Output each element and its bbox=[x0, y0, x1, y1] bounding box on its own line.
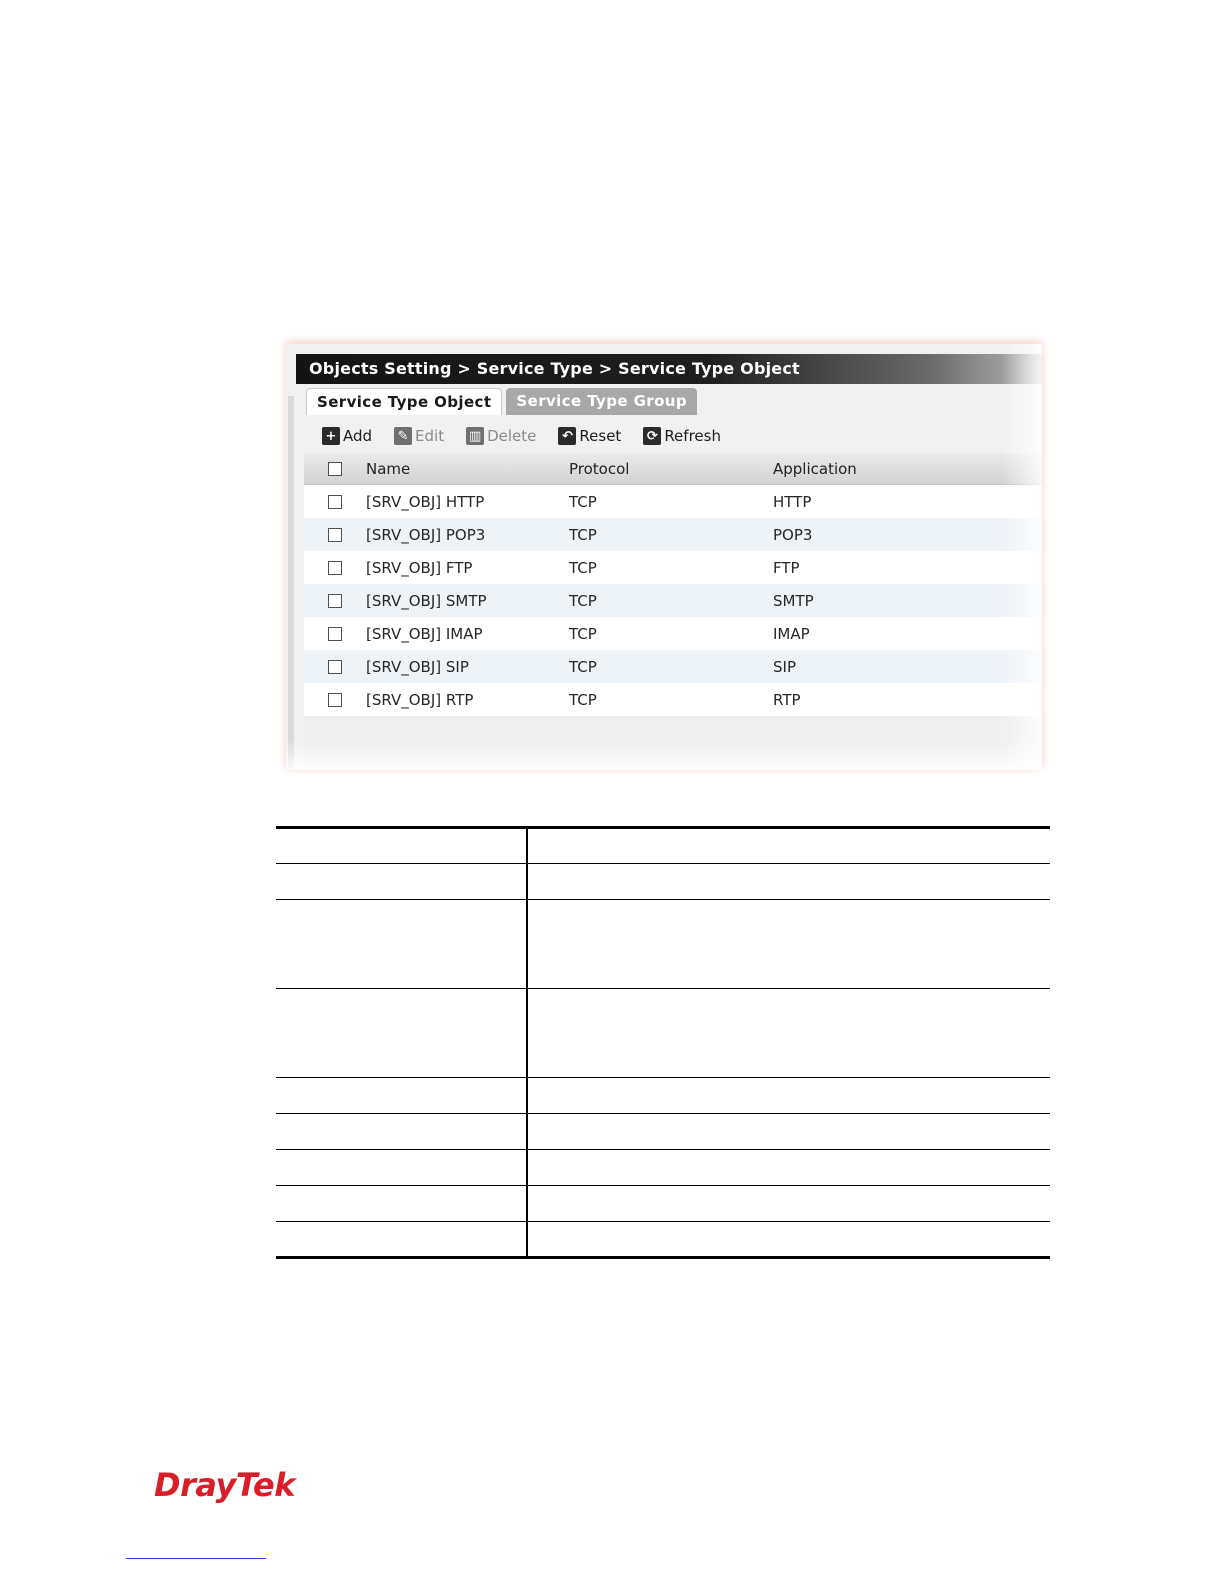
cell-application: HTTP bbox=[773, 492, 812, 511]
row-checkbox[interactable] bbox=[328, 561, 342, 575]
cell-application: IMAP bbox=[773, 624, 810, 643]
cell-name: [SRV_OBJ] HTTP bbox=[366, 492, 485, 511]
tab-service-type-group[interactable]: Service Type Group bbox=[506, 388, 697, 415]
table-cell bbox=[527, 1078, 1050, 1114]
table-cell bbox=[276, 1150, 527, 1186]
table-row[interactable] bbox=[304, 485, 1042, 518]
table-cell bbox=[527, 1186, 1050, 1222]
refresh-button[interactable] bbox=[643, 427, 721, 445]
cell-application: SIP bbox=[773, 657, 796, 676]
row-checkbox[interactable] bbox=[328, 528, 342, 542]
plus-icon: + bbox=[322, 427, 340, 445]
table-cell bbox=[276, 1078, 527, 1114]
cell-name: [SRV_OBJ] RTP bbox=[366, 690, 474, 709]
table-cell bbox=[276, 900, 527, 989]
footer-link-underline bbox=[126, 1558, 266, 1559]
cell-name: [SRV_OBJ] IMAP bbox=[366, 624, 483, 643]
table-row[interactable] bbox=[304, 683, 1042, 716]
table-cell bbox=[276, 828, 527, 864]
table-cell bbox=[276, 1114, 527, 1150]
table-cell bbox=[276, 989, 527, 1078]
reset-label: Reset bbox=[579, 427, 622, 445]
table-cell bbox=[276, 864, 527, 900]
cell-protocol: TCP bbox=[569, 558, 597, 577]
cell-name: [SRV_OBJ] SIP bbox=[366, 657, 469, 676]
column-header-protocol[interactable]: Protocol bbox=[569, 459, 630, 478]
cell-application: RTP bbox=[773, 690, 801, 709]
grid-empty-area bbox=[304, 716, 1042, 770]
service-object-grid bbox=[304, 453, 1042, 770]
cell-protocol: TCP bbox=[569, 624, 597, 643]
table-row bbox=[276, 1078, 1050, 1114]
cell-name: [SRV_OBJ] POP3 bbox=[366, 525, 486, 544]
undo-arrow-icon: ↶ bbox=[558, 427, 576, 445]
select-all-checkbox[interactable] bbox=[328, 462, 342, 476]
add-button[interactable] bbox=[322, 427, 372, 445]
table-row[interactable] bbox=[304, 518, 1042, 551]
table-cell bbox=[527, 1222, 1050, 1258]
row-checkbox[interactable] bbox=[328, 627, 342, 641]
description-table bbox=[276, 826, 1050, 1259]
delete-label: Delete bbox=[487, 427, 537, 445]
table-cell bbox=[276, 1222, 527, 1258]
cell-application: POP3 bbox=[773, 525, 813, 544]
column-header-application[interactable]: Application bbox=[773, 459, 857, 478]
cell-name: [SRV_OBJ] FTP bbox=[366, 558, 473, 577]
refresh-icon: ⟳ bbox=[643, 427, 661, 445]
delete-button[interactable] bbox=[466, 427, 536, 445]
cell-protocol: TCP bbox=[569, 690, 597, 709]
row-checkbox[interactable] bbox=[328, 693, 342, 707]
cell-application: SMTP bbox=[773, 591, 814, 610]
table-row bbox=[276, 900, 1050, 989]
refresh-label: Refresh bbox=[664, 427, 721, 445]
table-row bbox=[276, 1150, 1050, 1186]
tab-bar bbox=[306, 388, 697, 416]
reset-button[interactable] bbox=[558, 427, 621, 445]
table-cell bbox=[527, 864, 1050, 900]
cell-protocol: TCP bbox=[569, 591, 597, 610]
table-cell bbox=[527, 1150, 1050, 1186]
table-row[interactable] bbox=[304, 584, 1042, 617]
draytek-logo: DrayTek bbox=[154, 1466, 295, 1504]
column-header-name[interactable]: Name bbox=[366, 459, 411, 478]
cell-protocol: TCP bbox=[569, 657, 597, 676]
edit-button[interactable] bbox=[394, 427, 444, 445]
trash-icon: ▥ bbox=[466, 427, 484, 445]
row-checkbox[interactable] bbox=[328, 660, 342, 674]
row-checkbox[interactable] bbox=[328, 594, 342, 608]
table-row[interactable] bbox=[304, 617, 1042, 650]
add-label: Add bbox=[343, 427, 373, 445]
edit-label: Edit bbox=[415, 427, 445, 445]
table-row[interactable] bbox=[304, 551, 1042, 584]
table-cell bbox=[527, 1114, 1050, 1150]
pencil-icon: ✎ bbox=[394, 427, 412, 445]
grid-header bbox=[304, 453, 1042, 485]
table-cell bbox=[527, 989, 1050, 1078]
left-scroll-strip bbox=[288, 396, 294, 770]
toolbar bbox=[322, 424, 743, 448]
breadcrumb: Objects Setting > Service Type > Service Type Object bbox=[296, 354, 1042, 384]
table-row bbox=[276, 989, 1050, 1078]
cell-name: [SRV_OBJ] SMTP bbox=[366, 591, 487, 610]
table-row bbox=[276, 864, 1050, 900]
cell-protocol: TCP bbox=[569, 525, 597, 544]
row-checkbox[interactable] bbox=[328, 495, 342, 509]
table-cell bbox=[276, 1186, 527, 1222]
service-type-object-panel bbox=[286, 344, 1042, 770]
tab-service-type-object[interactable]: Service Type Object bbox=[306, 388, 502, 415]
table-cell bbox=[527, 828, 1050, 864]
table-row[interactable] bbox=[304, 650, 1042, 683]
table-row bbox=[276, 828, 1050, 864]
cell-application: FTP bbox=[773, 558, 800, 577]
cell-protocol: TCP bbox=[569, 492, 597, 511]
table-cell bbox=[527, 900, 1050, 989]
table-row bbox=[276, 1114, 1050, 1150]
table-row bbox=[276, 1222, 1050, 1258]
table-row bbox=[276, 1186, 1050, 1222]
